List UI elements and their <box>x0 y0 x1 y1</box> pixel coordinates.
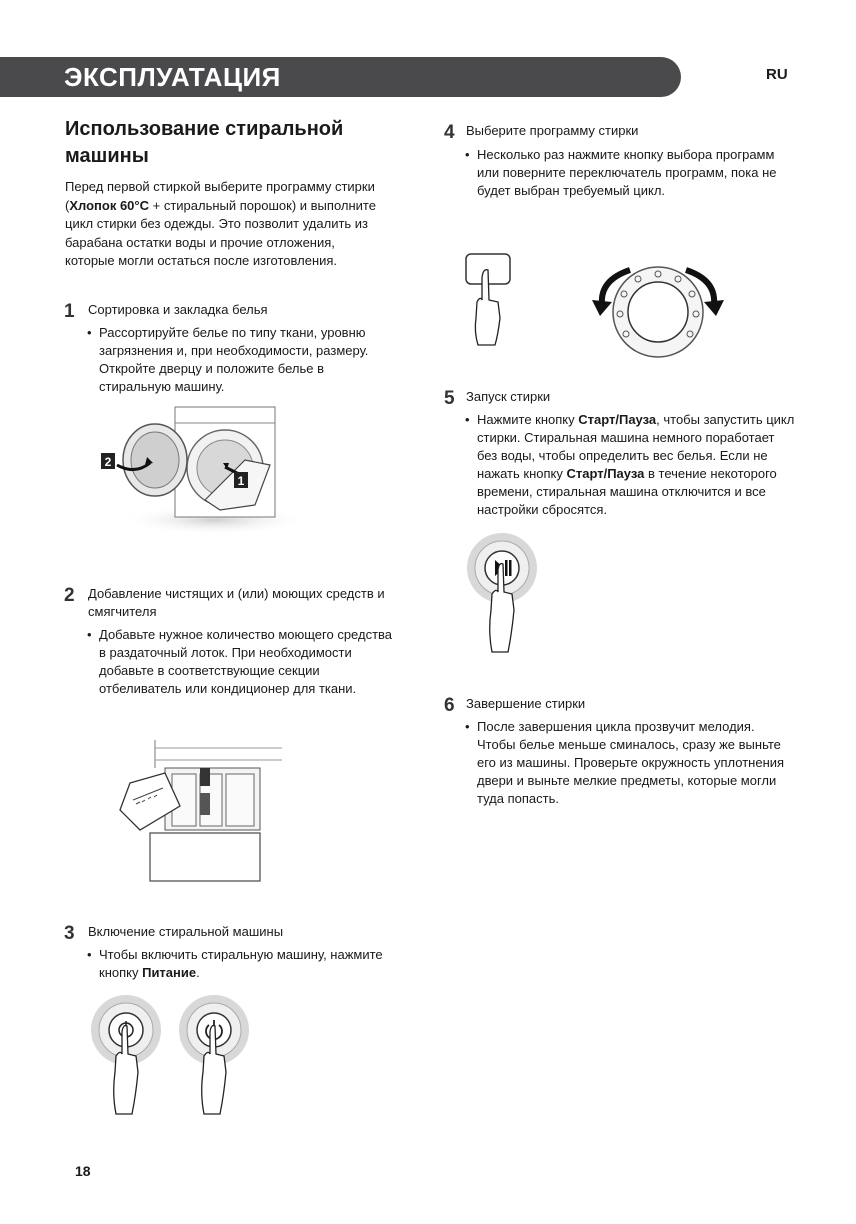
section-title: ЭКСПЛУАТАЦИЯ <box>64 62 281 92</box>
program-button-illustration <box>462 250 522 350</box>
load-laundry-illustration <box>95 405 310 535</box>
step-bullet: • Несколько раз нажмите кнопку выбора программ или поверните переключатель программ, пока не будет выбран требуемый цикл. <box>465 147 777 198</box>
step-title: Выберите программу стирки <box>466 123 639 138</box>
step-number: 6 <box>444 695 455 716</box>
power-button-illustration-1 <box>90 994 165 1119</box>
program-dial-illustration <box>590 252 730 372</box>
start-pause-label: Старт/Пауза <box>566 466 645 481</box>
step-title: Добавление чистящих и (или) моющих средств и смягчителя <box>88 586 385 619</box>
start-pause-button-illustration <box>466 532 541 657</box>
step-number: 4 <box>444 122 455 143</box>
page-number: 18 <box>75 1163 91 1179</box>
language-label: RU <box>766 66 788 83</box>
power-button-illustration-2 <box>178 994 253 1119</box>
step-bullet: • Рассортируйте белье по типу ткани, уровню загрязнения и, при необходимости, размеру. Откройте дверцу и положите белье в стиральную машину. <box>87 325 369 394</box>
step-bullet: • Нажмите кнопку Старт/Пауза, чтобы запустить цикл стирки. Стиральная машина немного поработает без воды, чтобы определить вес белья. Если не нажать кнопку Старт/Пауза в течение некоторого времени, стиральная машина отключится и все настройки сбросятся. <box>465 412 795 517</box>
start-pause-label: Старт/Пауза <box>578 412 657 427</box>
step-bullet: • После завершения цикла прозвучит мелодия. Чтобы белье меньше сминалось, сразу же выньте его из машины. Проверьте окружность уплотнения двери и выньте мелкие предметы, которые могли туда попасть. <box>465 719 785 806</box>
step-number: 2 <box>64 585 75 606</box>
step-bullet: • Добавьте нужное количество моющего средства в раздаточный лоток. При необходимости добавьте в соответствующие секции отбеливатель или кондиционер для ткани. <box>87 627 393 696</box>
detergent-drawer-illustration <box>110 738 290 883</box>
step-number: 3 <box>64 923 75 944</box>
program-name: Хлопок 60°C <box>69 197 150 213</box>
step-title: Сортировка и закладка белья <box>88 302 268 317</box>
step-title: Запуск стирки <box>466 389 551 404</box>
step-title: Завершение стирки <box>466 696 586 711</box>
step-bullet: • Чтобы включить стиральную машину, нажмите кнопку Питание. <box>87 947 383 980</box>
step-label-2: 2 <box>104 455 112 469</box>
step-label-1: 1 <box>237 474 245 488</box>
intro-paragraph: Перед первой стиркой выберите программу стирки (Хлопок 60°C + стиральный порошок) и выполните цикл стирки без одежды. Это позволит удалить из барабана остатки воды и прочие отложения, которые могли остаться после изготовления. <box>65 179 376 268</box>
page-title: Использование стиральной машины <box>65 118 344 167</box>
step-number: 1 <box>64 301 75 322</box>
power-button-label: Питание <box>142 965 197 980</box>
step-number: 5 <box>444 388 455 409</box>
step-title: Включение стиральной машины <box>88 924 284 939</box>
